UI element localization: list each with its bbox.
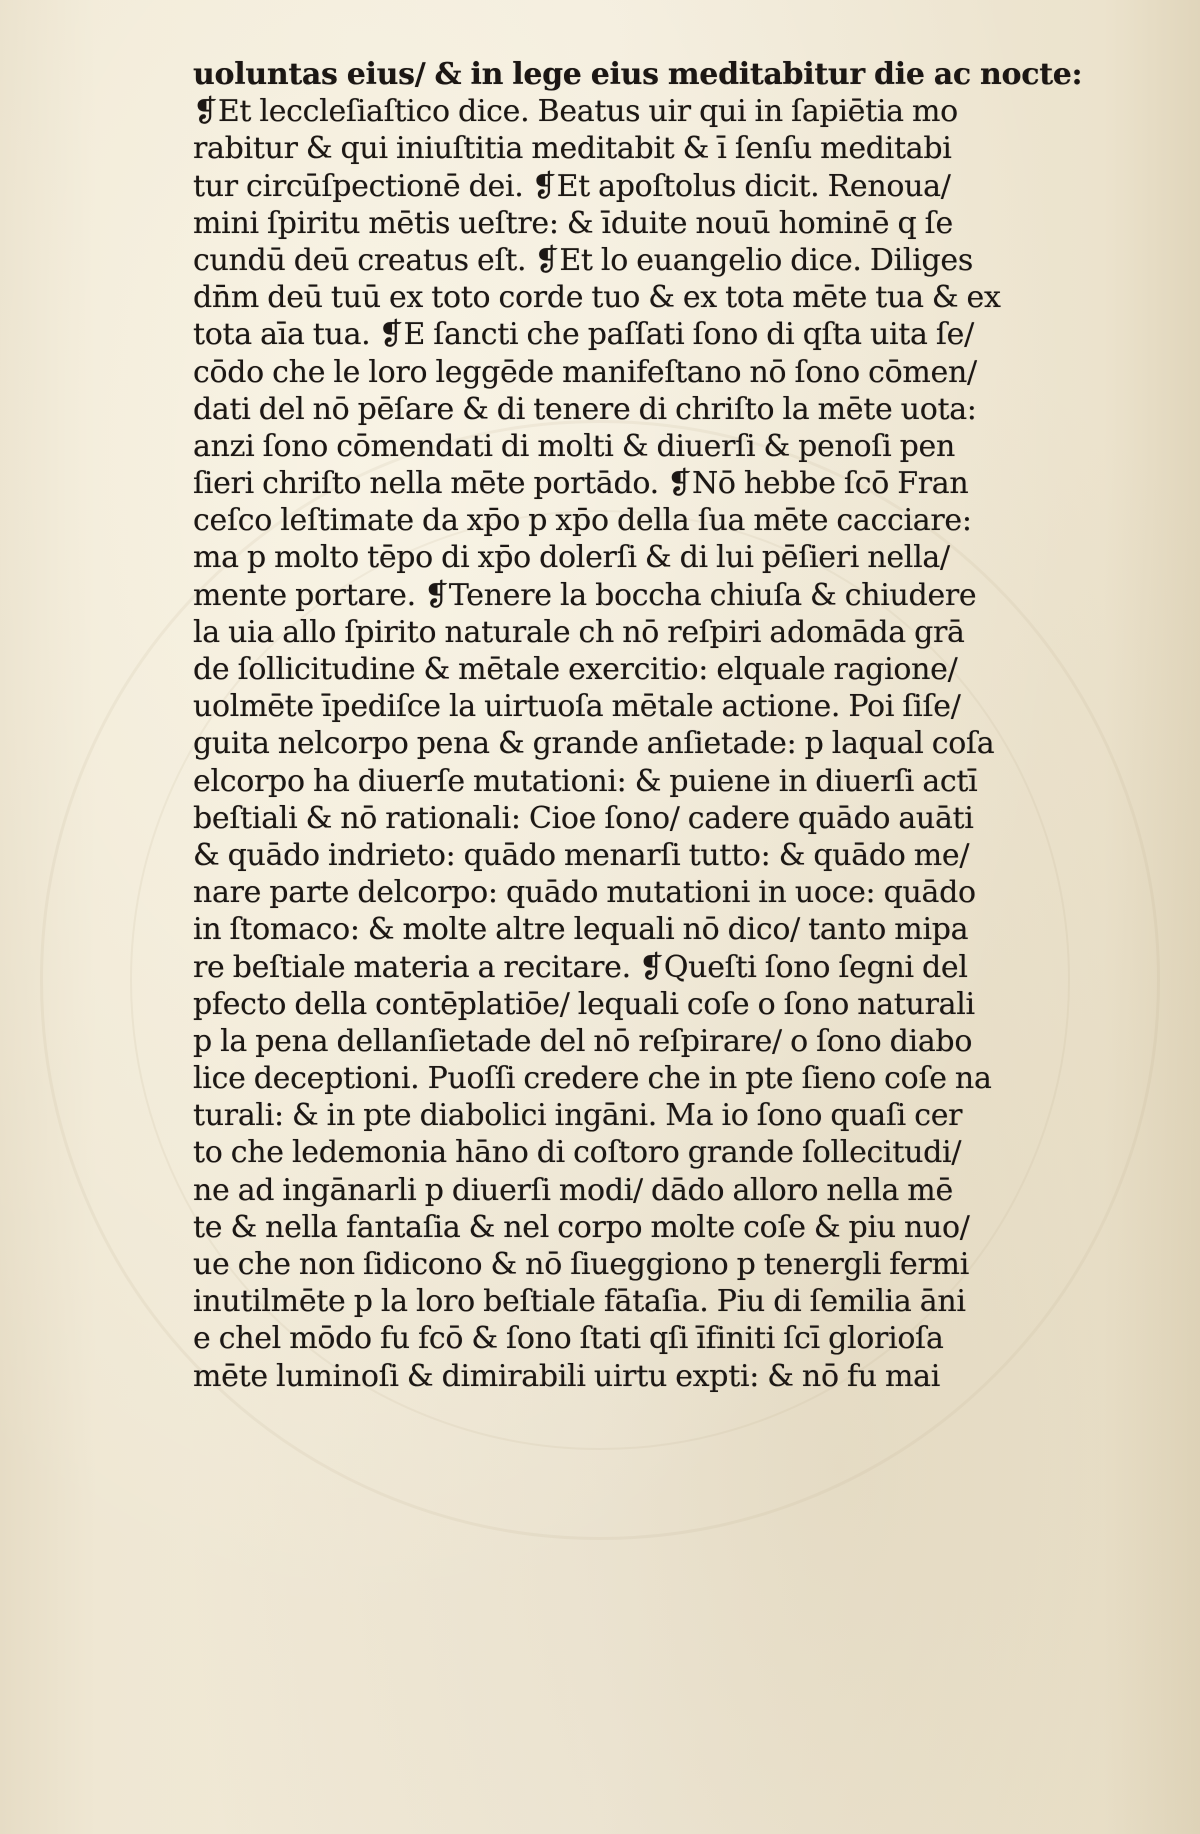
text-line: in ſtomaco: & molte altre lequali nō dico/ tanto mipa [193,912,969,948]
text-line: guita nelcorpo pena & grande anſietade: p laqual coſa [193,726,995,762]
text-line: ne ad ingānarli p diuerſi modi/ dādo alloro nella mē [193,1172,953,1208]
text-line: dati del nō pēſare & di tenere di chriſto la mēte uota: [193,391,977,427]
text-line: e chel mōdo fu fcō & ſono ſtati qſi īfiniti ſcī glorioſa [193,1321,944,1357]
text-line: re beſtiale materia a recitare. ❡Queſti ſono ſegni del [193,949,968,985]
text-line: anzi ſono cōmendati di molti & diuerſi & penoſi pen [193,428,955,464]
text-line: cundū deū creatus eſt. ❡Et lo euangelio dice. Diliges [193,242,973,278]
text-line: to che ledemonia hāno di coſtoro grande ſollecitudi/ [193,1135,962,1171]
text-line: ue che non ſidicono & nō ſiueggiono p tenergli fermi [193,1247,969,1282]
text-line: mente portare. ❡Tenere la boccha chiuſa & chiudere [193,577,977,613]
text-line: p la pena dellanſietade del nō reſpirare/ o ſono diabo [193,1023,973,1059]
text-line: rabitur & qui iniuſtitia meditabit & ī ſenſu meditabi [193,131,952,167]
text-line: turali: & in pte diabolici ingāni. Ma io ſono quaſi cer [193,1098,963,1134]
text-line: beſtiali & nō rationali: Cioe ſono/ cadere quādo auāti [193,800,974,836]
text-block [193,56,1093,1395]
text-line: ceſco leſtimate da xp̄o p xp̄o della ſua mēte cacciare: [193,503,972,539]
text-line: lice deceptioni. Puoſſi credere che in pte ſieno coſe na [193,1061,992,1097]
text-line: mini ſpiritu mētis ueſtre: & īduite nouū hominē q ſe [193,205,953,241]
text-line: dn̄m deū tuū ex toto corde tuo & ex tota mēte tua & ex [193,280,1001,316]
text-line: ma p molto tēpo di xp̄o dolerſi & di lui pēſieri nella/ [193,540,950,576]
text-line: & quādo indrieto: quādo menarſi tutto: & quādo me/ [193,837,970,873]
text-line: inutilmēte p la loro beſtiale fātaſia. Piu di ſemilia āni [193,1284,966,1320]
text-line: de ſollicitudine & mētale exercitio: elquale ragione/ [193,652,958,687]
text-line: elcorpo ha diuerſe mutationi: & puiene in diuerſi actī [193,763,978,799]
text-line: cōdo che le loro leggēde manifeſtano nō ſono cōmen/ [193,354,977,390]
text-line: mēte luminoſi & dimirabili uirtu expti: & nō fu mai [193,1358,941,1394]
text-line: te & nella fantaſia & nel corpo molte coſe & piu nuo/ [193,1209,970,1245]
text-line: tur circūſpectionē dei. ❡Et apoſtolus dicit. Renoua/ [193,168,951,204]
text-line: uoluntas eius/ & in lege eius meditabitur die ac nocte: [193,57,1083,92]
text-line: ſieri chriſto nella mēte portādo. ❡Nō hebbe ſcō Fran [193,466,969,502]
text-line: pfecto della contēplatiōe/ lequali coſe o ſono naturali [193,986,975,1022]
text-line: nare parte delcorpo: quādo mutationi in uoce: quādo [193,875,976,911]
text-line: ❡Et leccleſiaſtico dice. Beatus uir qui in ſapiētia mo [193,94,958,130]
text-line: la uia allo ſpirito naturale ch nō reſpiri adomāda grā [193,614,965,650]
text-line: uolmēte īpediſce la uirtuoſa mētale actione. Poi ſiſe/ [193,689,961,725]
text-line: tota aīa tua. ❡E ſancti che paſſati ſono di qſta uita ſe/ [193,317,974,353]
